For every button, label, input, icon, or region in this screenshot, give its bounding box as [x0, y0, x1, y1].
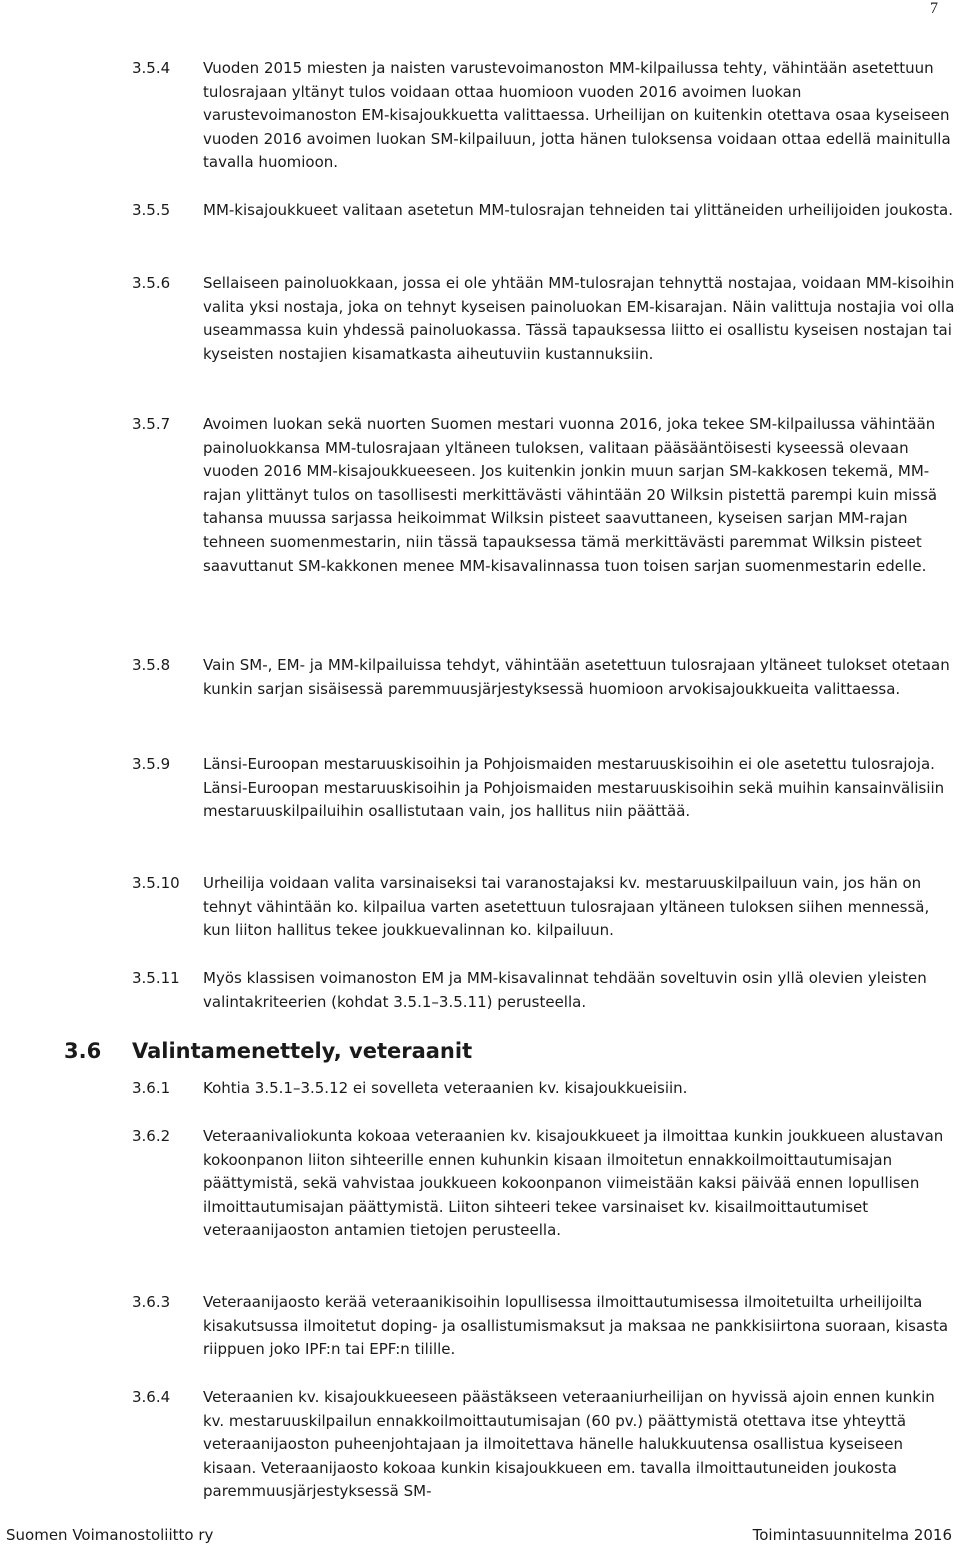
item-text: Urheilija voidaan valita varsinaiseksi tai varanostajaksi kv. mestaruuskilpailuun vain, jos hän on tehnyt vähintään ko. kilpailua varten asetettuun tulosrajaan yltäneen tuloksen siihen mennessä, kun liiton hallitus tekee joukkuevalinnan ko. kilpailuun. — [203, 874, 930, 940]
item-number: 3.6.2 — [132, 1127, 171, 1145]
item-text: Vuoden 2015 miesten ja naisten varustevoimanoston MM-kilpailussa tehty, vähintään asetettuun tulosrajaan yltänyt tulos voidaan ottaa huomioon vuoden 2016 avoimen luokan varustevoimanoston EM-kisajoukkuetta valittaessa. Urheilijan on kuitenkin otettava osaa kyseiseen vuoden 2016 avoimen luokan SM-kilpailuun, jotta hänen tuloksensa voidaan ottaa edellä mainitulla tavalla huomioon. — [203, 59, 951, 172]
item-text: MM-kisajoukkueet valitaan asetetun MM-tulosrajan tehneiden tai ylittäneiden urheilijoiden joukosta. — [203, 201, 953, 219]
item-text: Veteraanijaosto kerää veteraanikisoihin lopullisessa ilmoittautumisessa ilmoitetuilta urheilijoilta kisakutsussa ilmoitetut doping- ja osallistumismaksut ja maksaa ne pankkisiirtona suoraan, kisasta riippuen joko IPF:n tai EPF:n tilille. — [203, 1293, 949, 1359]
item-text: Veteraanivaliokunta kokoaa veteraanien kv. kisajoukkueet ja ilmoittaa kunkin joukkueen alustavan kokoonpanon liiton sihteerille ennen kuhunkin kisaan ilmoitetun ennakkoilmoittautumisajan päättymistä, sekä vahvistaa joukkueen kokoonpanon viimeistään kaksi päivää ennen lopullisen ilmoittautumisajan päättymistä. Liiton sihteeri tekee varsinaiset kv. kisailmoittautumiset veteraanijaoston antamien tietojen perusteella. — [203, 1127, 944, 1240]
section-number: 3.6 — [64, 1039, 102, 1063]
item-number: 3.5.11 — [132, 969, 180, 987]
item-number: 3.5.8 — [132, 656, 171, 674]
footer-organization: Suomen Voimanostoliitto ry — [6, 1526, 214, 1544]
item-number: 3.6.1 — [132, 1079, 171, 1097]
item-text: Avoimen luokan sekä nuorten Suomen mestari vuonna 2016, joka tekee SM-kilpailussa vähintään painoluokkansa MM-tulosrajaan yltäneen tuloksen, valitaan pääsääntöisesti kyseessä olevaan vuoden 2016 MM-kisajoukkueeseen. Jos kuitenkin jonkin muun sarjan SM-kakkosen tekemä, MM-rajan ylittänyt tulos on tasollisesti merkittävästi vähintään 20 Wilksin pistettä parempi kuin missä tahansa muussa sarjassa heikoimmat Wilksin pisteet saavuttaneen, kyseisen sarjan MM-rajan tehneen suomenmestarin, niin tässä tapauksessa tämä merkittävästi paremmat Wilksin pisteet saavuttanut SM-kakkonen menee MM-kisavalinnassa tuon toisen sarjan suomenmestarin edelle. — [203, 415, 938, 575]
item-text: Länsi-Euroopan mestaruuskisoihin ja Pohjoismaiden mestaruuskisoihin ei ole asetettu tulosrajoja. Länsi-Euroopan mestaruuskisoihin ja Pohjoismaiden mestaruuskisoihin sekä muihin kansainvälisiin mestaruuskilpailuihin osallistutaan vain, jos hallitus niin päättää. — [203, 755, 945, 821]
item-number: 3.6.4 — [132, 1388, 171, 1406]
item-number: 3.5.4 — [132, 59, 171, 77]
footer-document-title: Toimintasuunnitelma 2016 — [752, 1526, 952, 1544]
page-footer — [0, 1522, 960, 1548]
item-number: 3.6.3 — [132, 1293, 171, 1311]
item-number: 3.5.6 — [132, 274, 171, 292]
item-number: 3.5.10 — [132, 874, 180, 892]
item-number: 3.5.5 — [132, 201, 171, 219]
item-text: Sellaiseen painoluokkaan, jossa ei ole yhtään MM-tulosrajan tehnyttä nostajaa, voidaan MM-kisoihin valita yksi nostaja, joka on tehnyt kyseisen painoluokan EM-kisarajan. Näin valittuja nostajia voi olla useammassa kuin yhdessä painoluokassa. Tässä tapauksessa liitto ei osallistu kyseisen nostajan tai kyseisten nostajien kisamatkasta aiheutuviin kustannuksiin. — [203, 274, 955, 363]
item-text: Veteraanien kv. kisajoukkueeseen päästäkseen veteraaniurheilijan on hyvissä ajoin ennen kunkin kv. mestaruuskilpailun ennakkoilmoittautumisajan (60 pv.) päättymistä otettava itse yhteyttä veteraanijaoston puheenjohtajaan ja ilmoitettava hänelle halukkuutensa osallistua kyseiseen kisaan. Veteraanijaosto kokoaa kunkin kisajoukkueen em. tavalla ilmoittautuneiden joukosta paremmuusjärjestyksessä SM- — [203, 1388, 935, 1501]
item-text: Myös klassisen voimanoston EM ja MM-kisavalinnat tehdään soveltuvin osin yllä olevien yleisten valintakriteerien (kohdat 3.5.1–3.5.11) perusteella. — [203, 969, 927, 1011]
section-title: Valintamenettely, veteraanit — [132, 1039, 473, 1063]
item-number: 3.5.7 — [132, 415, 171, 433]
item-text: Kohtia 3.5.1–3.5.12 ei sovelleta veteraanien kv. kisajoukkueisiin. — [203, 1079, 688, 1097]
page-number: 7 — [930, 0, 938, 17]
item-text: Vain SM-, EM- ja MM-kilpailuissa tehdyt, vähintään asetettuun tulosrajaan yltäneet tulokset otetaan kunkin sarjan sisäisessä paremmuusjärjestyksessä huomioon arvokisajoukkueita valittaessa. — [203, 656, 950, 698]
item-number: 3.5.9 — [132, 755, 171, 773]
